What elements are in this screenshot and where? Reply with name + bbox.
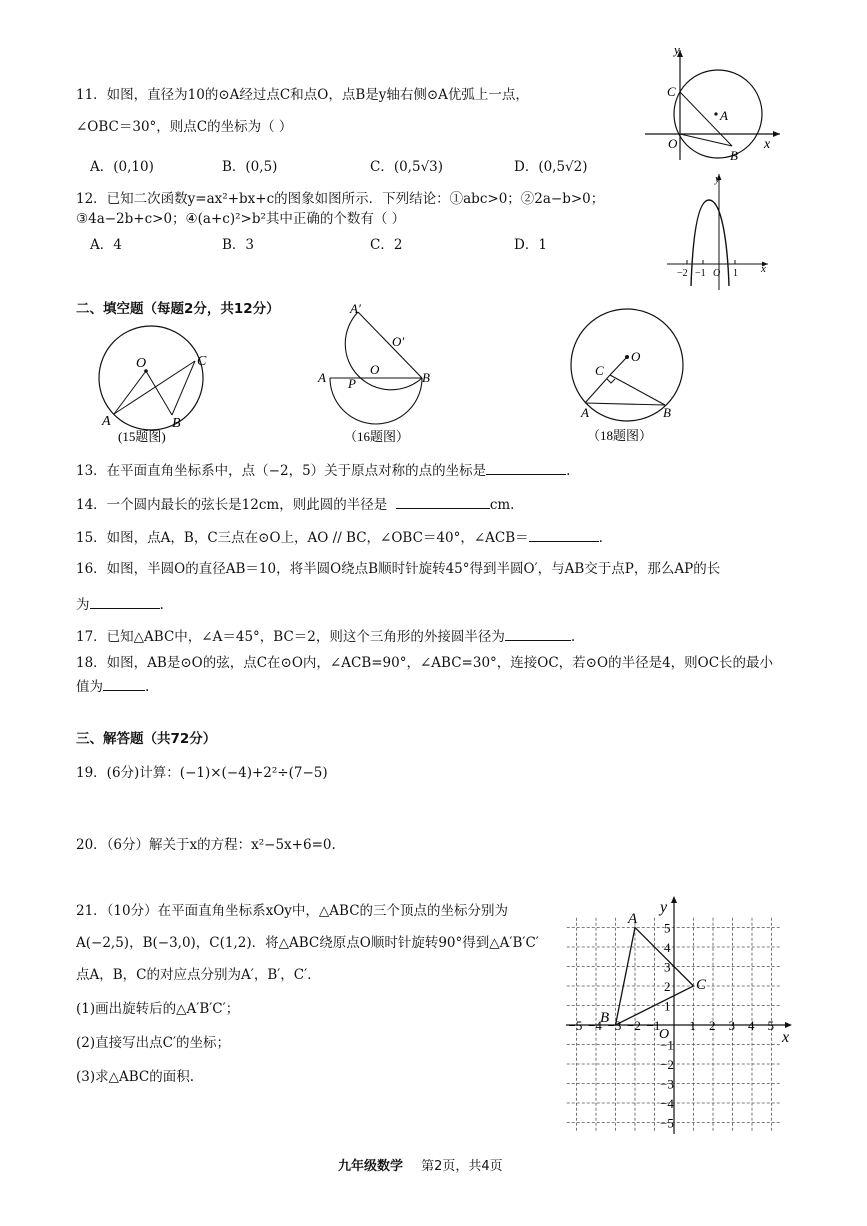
grid-xtick-label: −1 xyxy=(646,1018,661,1033)
grid-xtick-label: 2 xyxy=(709,1018,716,1033)
f16-a1-label: A′ xyxy=(350,301,361,316)
q19-text: 19．(6分)计算：(−1)×(−4)+2²÷(7−5) xyxy=(76,765,328,781)
grid-c-label: C xyxy=(696,977,707,993)
q12-figure xyxy=(663,168,778,293)
f15-caption: (15题图) xyxy=(118,429,166,444)
q21-line2: A(−2,5)，B(−3,0)，C(1,2)．将△ABC绕原点O顺时针旋转90°得到△A′B′C′ xyxy=(76,935,539,951)
grid-xtick-label: 1 xyxy=(689,1018,696,1033)
f18-caption: （18题图） xyxy=(587,428,653,443)
footer xyxy=(338,1158,503,1176)
q11-line1: 11．如图，直径为10的⊙A经过点C和点O，点B是y轴右侧⊙A优弧上一点， xyxy=(76,87,529,103)
grid-xtick-label: −3 xyxy=(607,1018,622,1033)
q16-tail: . xyxy=(159,597,164,613)
q12-option-b: B．3 xyxy=(222,237,255,253)
grid-xtick-label: 5 xyxy=(767,1018,774,1033)
f16-p-label: P xyxy=(348,376,356,391)
f12-m2-label: −2 xyxy=(677,268,688,279)
q16-line2-text: 为 xyxy=(76,597,90,613)
f15-a-label: A xyxy=(102,414,111,429)
grid-y-label: y xyxy=(660,899,668,916)
f15-o-label: O xyxy=(136,356,147,371)
f12-o-label: O xyxy=(713,268,721,279)
q16-line2 xyxy=(76,594,164,614)
q15-line xyxy=(76,527,603,547)
grid-xtick-label: −4 xyxy=(588,1018,602,1033)
q11-option-c: C．(0,5√3) xyxy=(370,159,444,175)
grid-ytick-label: 3 xyxy=(664,959,671,975)
f18-b-label: B xyxy=(663,405,671,420)
f18-a-label: A xyxy=(581,405,589,420)
q14-answer-blank[interactable] xyxy=(396,494,490,509)
footer-subject: 九年级数学 xyxy=(338,1159,404,1174)
f11-y-label: y xyxy=(674,42,680,57)
grid-ytick-label: 4 xyxy=(664,940,671,955)
q17-text: 17．已知△ABC中，∠A＝45°，BC＝2，则这个三角形的外接圆半径为 xyxy=(76,629,505,645)
q16-figure xyxy=(312,300,442,448)
section-3-heading: 三、解答题（共72分） xyxy=(76,731,217,747)
f15-b-label: B xyxy=(172,416,181,431)
grid-ytick-label: −1 xyxy=(660,1037,674,1053)
grid-a-label: A xyxy=(628,911,638,927)
f15-c-label: C xyxy=(197,354,207,369)
q21-coordinate-grid xyxy=(560,890,800,1138)
q21-part3: (3)求△ABC的面积. xyxy=(76,1069,195,1085)
q11-figure xyxy=(640,42,790,167)
grid-ytick-label: 2 xyxy=(664,979,671,994)
q16-answer-blank[interactable] xyxy=(90,594,160,609)
f12-x-label: x xyxy=(761,263,766,275)
q18-figure xyxy=(565,305,690,448)
grid-ytick-label: −5 xyxy=(660,1115,674,1131)
q12-option-c: C．2 xyxy=(370,237,403,253)
q15-tail: . xyxy=(598,530,603,546)
grid-x-label: x xyxy=(782,1029,790,1046)
grid-xtick-label: −2 xyxy=(627,1018,641,1033)
f11-b-label: B xyxy=(730,148,738,163)
q17-line xyxy=(76,626,575,646)
grid-ytick-label: 1 xyxy=(664,998,671,1014)
q14-text: 14．一个圆内最长的弦长是12cm，则此圆的半径是 xyxy=(76,497,388,513)
f12-p1-label: 1 xyxy=(733,268,738,279)
q18-line2-text: 值为 xyxy=(76,679,103,695)
grid-ytick-label: −2 xyxy=(660,1057,674,1072)
q12-option-d: D．1 xyxy=(514,237,547,253)
q17-answer-blank[interactable] xyxy=(505,626,571,641)
f18-o-label: O xyxy=(631,349,641,364)
f12-y-label: y xyxy=(715,173,720,185)
f11-o-label: O xyxy=(668,136,678,151)
f11-x-label: x xyxy=(764,137,771,152)
grid-xtick-label: −5 xyxy=(568,1018,583,1033)
section-2-heading: 二、填空题（每题2分，共12分） xyxy=(76,301,280,317)
footer-page: 第2页，共4页 xyxy=(421,1159,503,1174)
q14-tail: cm. xyxy=(489,497,515,513)
q11-line2: ∠OBC＝30°，则点C的坐标为（ ） xyxy=(76,119,293,135)
q16-line1: 16．如图，半圆O的直径AB＝10，将半圆O绕点B顺时针旋转45°得到半圆O′，与AB交于点P，那么AP的长 xyxy=(76,561,721,577)
q18-answer-blank[interactable] xyxy=(103,676,145,691)
q11-option-d: D．(0,5√2) xyxy=(514,159,588,175)
q21-part1: (1)画出旋转后的△A′B′C′； xyxy=(76,1001,240,1017)
q15-text: 15．如图，点A，B，C三点在⊙O上，AO // BC，∠OBC＝40°，∠ACB＝ xyxy=(76,530,529,546)
f11-a-label: A xyxy=(720,108,728,123)
q13-line xyxy=(76,460,570,480)
f18-c-label: C xyxy=(595,363,604,378)
f16-o-label: O xyxy=(370,362,380,377)
f12-m1-label: −1 xyxy=(695,268,706,279)
f16-caption: （16题图） xyxy=(344,429,410,444)
f16-b-label: B xyxy=(422,370,430,385)
f16-a-label: A xyxy=(318,370,326,385)
f16-o1-label: O′ xyxy=(392,334,405,349)
q21-part2: (2)直接写出点C′的坐标； xyxy=(76,1035,231,1051)
q20-text: 20．（6分）解关于x的方程：x²−5x+6=0. xyxy=(76,837,336,853)
q15-figure xyxy=(88,323,218,448)
q17-tail: . xyxy=(570,629,576,645)
grid-ytick-label: −4 xyxy=(660,1096,674,1111)
grid-b-label: B xyxy=(600,1010,610,1026)
q13-answer-blank[interactable] xyxy=(486,460,566,475)
q21-line3: 点A，B，C的对应点分别为A′，B′，C′． xyxy=(76,967,321,983)
grid-xtick-label: 4 xyxy=(748,1018,755,1033)
grid-ytick-label: 5 xyxy=(664,920,671,936)
f11-c-label: C xyxy=(667,84,676,99)
q18-line1: 18．如图，AB是⊙O的弦，点C在⊙O内，∠ACB=90°，∠ABC=30°，连接OC，若⊙O的半径是4，则OC长的最小 xyxy=(76,655,774,671)
q13-tail: . xyxy=(566,463,571,479)
q12-line1: 12．已知二次函数y=ax²+bx+c的图象如图所示．下列结论：①abc>0；②2a−b>0； xyxy=(76,191,605,207)
grid-xtick-label: 3 xyxy=(728,1018,735,1033)
q18-line2 xyxy=(76,676,149,696)
q12-line2: ③4a−2b+c>0；④(a+c)²>b²其中正确的个数有（ ） xyxy=(76,211,406,227)
q18-tail: . xyxy=(145,679,150,695)
grid-o-label: O xyxy=(659,1027,670,1042)
q21-line1: 21．（10分）在平面直角坐标系xOy中，△ABC的三个顶点的坐标分别为 xyxy=(76,903,509,919)
q11-option-a: A．(0,10) xyxy=(90,159,154,175)
q14-line xyxy=(76,494,514,514)
q15-answer-blank[interactable] xyxy=(529,527,599,542)
q12-option-a: A．4 xyxy=(90,237,122,253)
grid-ytick-label: −3 xyxy=(660,1076,674,1092)
q11-option-b: B．(0,5) xyxy=(222,159,278,175)
q13-text: 13．在平面直角坐标系中，点（−2，5）关于原点对称的点的坐标是 xyxy=(76,463,487,479)
